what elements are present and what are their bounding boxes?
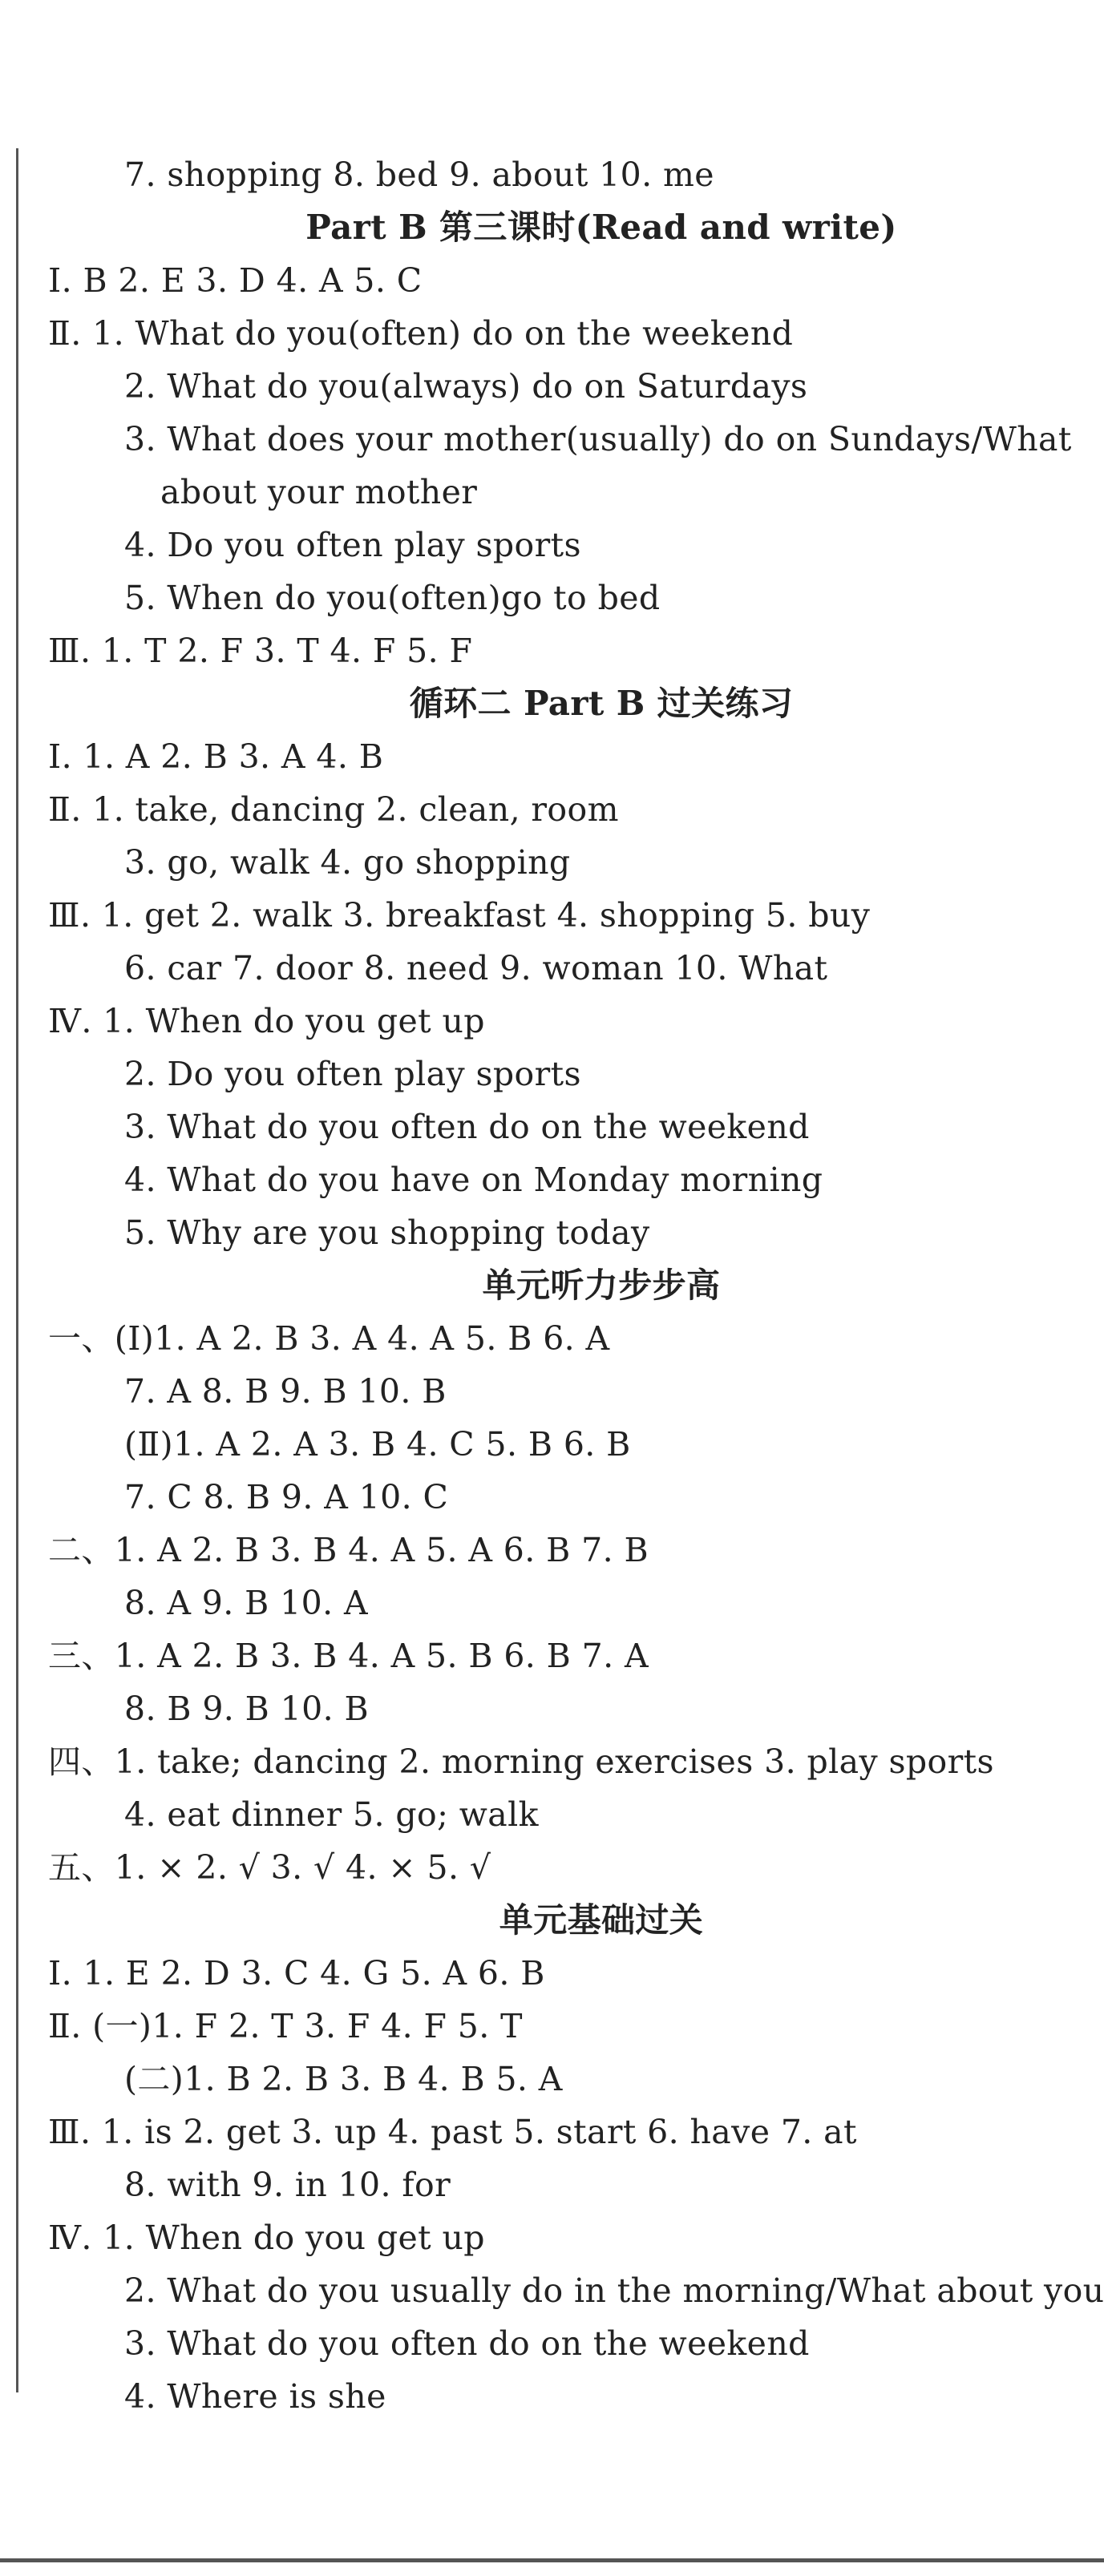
answer-key-content [48, 148, 1104, 2423]
answer-line: Ⅰ. 1. E 2. D 3. C 4. G 5. A 6. B [48, 1954, 545, 1993]
answer-line: Ⅱ. 1. What do you(often) do on the weekend [48, 314, 794, 353]
answer-line: 四、1. take; dancing 2. morning exercises 3. play sports [48, 1742, 994, 1781]
answer-line: Ⅳ. 1. When do you get up [48, 1002, 485, 1040]
answer-line: 7. A 8. B 9. B 10. B [124, 1372, 447, 1411]
section-heading: Part B 第三课时(Read and write) [305, 208, 897, 247]
answer-line: 2. Do you often play sports [124, 1055, 581, 1093]
answer-line: Ⅲ. 1. get 2. walk 3. breakfast 4. shopping 5. buy [48, 896, 871, 935]
answer-line: 三、1. A 2. B 3. B 4. A 5. B 6. B 7. A [48, 1637, 649, 1675]
answer-line: 一、(Ⅰ)1. A 2. B 3. A 4. A 5. B 6. A [48, 1319, 610, 1358]
section-heading: 单元基础过关 [499, 1900, 704, 1940]
answer-line: 8. B 9. B 10. B [124, 1690, 369, 1728]
answer-line: 3. What does your mother(usually) do on Sundays/What [124, 420, 1072, 458]
answer-line: 4. eat dinner 5. go; walk [124, 1795, 539, 1834]
answer-line: Ⅱ. 1. take, dancing 2. clean, room [48, 790, 619, 829]
answer-line: 7. shopping 8. bed 9. about 10. me [124, 155, 714, 194]
answer-line: 8. with 9. in 10. for [124, 2166, 451, 2204]
answer-line: 4. What do you have on Monday morning [124, 1161, 823, 1199]
answer-line: Ⅲ. 1. is 2. get 3. up 4. past 5. start 6. have 7. at [48, 2113, 857, 2151]
answer-line: 6. car 7. door 8. need 9. woman 10. What [124, 949, 828, 987]
answer-line: Ⅳ. 1. When do you get up [48, 2219, 485, 2257]
answer-line: (Ⅱ)1. A 2. A 3. B 4. C 5. B 6. B [124, 1425, 631, 1464]
answer-line: Ⅲ. 1. T 2. F 3. T 4. F 5. F [48, 632, 473, 670]
answer-line: (二)1. B 2. B 3. B 4. B 5. A [124, 2060, 563, 2098]
section-heading: 循环二 Part B 过关练习 [409, 684, 794, 723]
answer-line: 3. go, walk 4. go shopping [124, 843, 571, 882]
answer-line: 4. Do you often play sports [124, 526, 581, 564]
answer-line: 2. What do you usually do in the morning/What about you [124, 2271, 1104, 2310]
answer-line: 5. Why are you shopping today [124, 1213, 650, 1252]
answer-line: Ⅰ. B 2. E 3. D 4. A 5. C [48, 261, 423, 300]
answer-line: 8. A 9. B 10. A [124, 1584, 368, 1622]
answer-line: 7. C 8. B 9. A 10. C [124, 1478, 449, 1516]
answer-line: 3. What do you often do on the weekend [124, 2324, 810, 2363]
answer-line: 2. What do you(always) do on Saturdays [124, 367, 808, 406]
answer-line: 4. Where is she [124, 2377, 386, 2416]
answer-line: 二、1. A 2. B 3. B 4. A 5. A 6. B 7. B [48, 1531, 649, 1569]
answer-line: Ⅰ. 1. A 2. B 3. A 4. B [48, 737, 384, 776]
answer-line: about your mother [160, 473, 478, 511]
answer-line: Ⅱ. (一)1. F 2. T 3. F 4. F 5. T [48, 2007, 523, 2045]
bottom-rule [0, 2558, 1104, 2562]
section-heading: 单元听力步步高 [482, 1266, 721, 1305]
answer-line: 5. When do you(often)go to bed [124, 579, 661, 617]
left-margin-rule [16, 148, 18, 2392]
answer-line: 五、1. × 2. √ 3. √ 4. × 5. √ [48, 1848, 491, 1887]
answer-line: 3. What do you often do on the weekend [124, 1108, 810, 1146]
